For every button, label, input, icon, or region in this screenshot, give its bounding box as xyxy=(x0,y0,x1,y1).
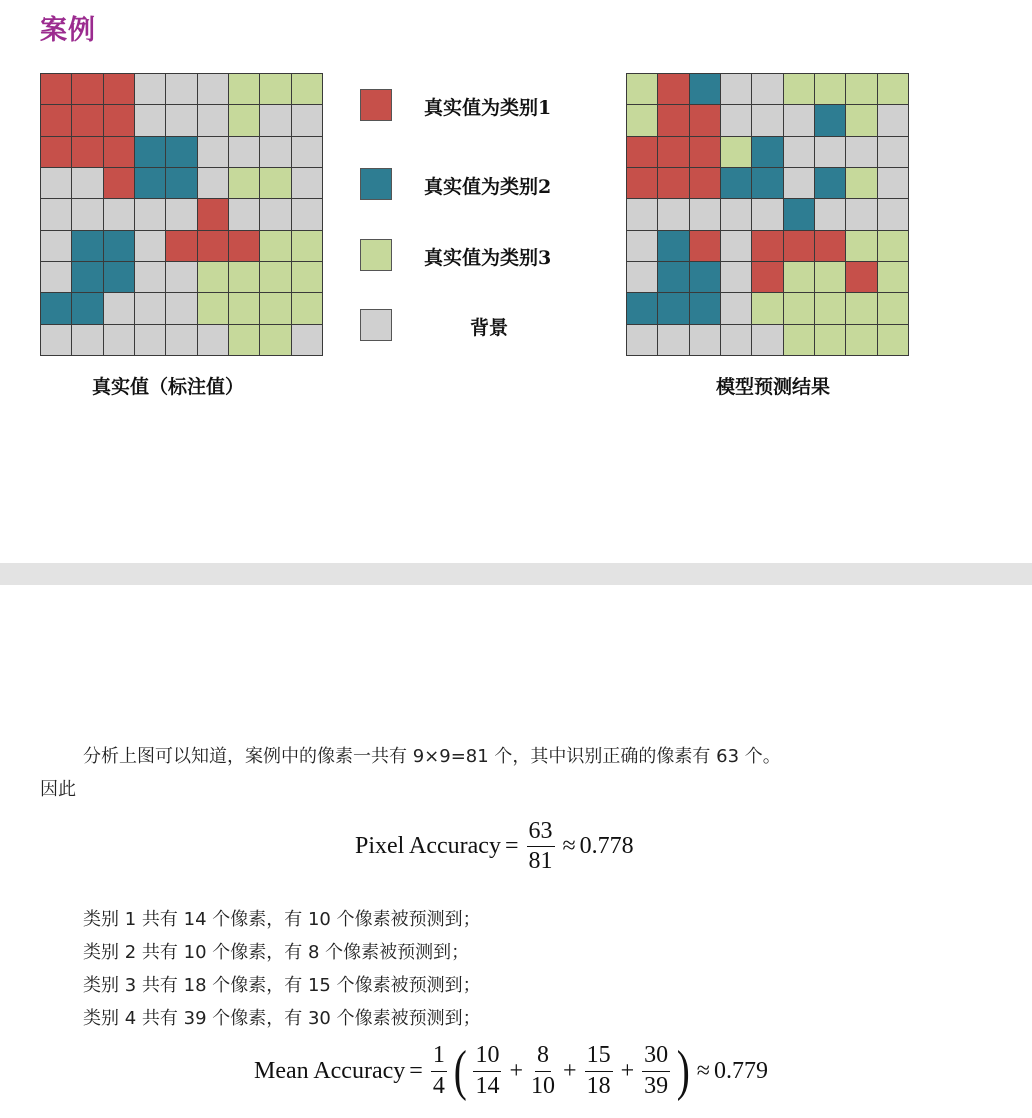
prediction-cell xyxy=(878,74,908,104)
ground-truth-cell xyxy=(292,199,322,229)
prediction-cell xyxy=(752,168,782,198)
ground-truth-cell xyxy=(166,262,196,292)
ground-truth-cell xyxy=(260,231,290,261)
ground-truth-cell xyxy=(135,74,165,104)
mean-accuracy-label: Mean Accuracy xyxy=(254,1057,406,1084)
legend-item xyxy=(360,168,620,202)
prediction-cell xyxy=(658,231,688,261)
legend-swatch xyxy=(360,168,392,200)
ground-truth-cell xyxy=(166,168,196,198)
ground-truth-cell xyxy=(166,74,196,104)
prediction-cell xyxy=(721,262,751,292)
ground-truth-cell xyxy=(135,231,165,261)
prediction-cell xyxy=(752,325,782,355)
prediction-cell xyxy=(878,293,908,323)
ground-truth-cell xyxy=(198,199,228,229)
ground-truth-cell xyxy=(229,168,259,198)
ground-truth-cell xyxy=(104,74,134,104)
prediction-cell xyxy=(752,262,782,292)
legend-label: 真实值为类别3 xyxy=(424,247,552,269)
plus-sign: + xyxy=(509,1057,524,1084)
prediction-cell xyxy=(658,199,688,229)
prediction-cell xyxy=(784,325,814,355)
prediction-cell xyxy=(658,293,688,323)
prediction-cell xyxy=(752,293,782,323)
term-denominator: 18 xyxy=(586,1072,611,1099)
prediction-cell xyxy=(784,199,814,229)
slide-separator xyxy=(0,563,1032,585)
analysis-line-2: 因此 xyxy=(40,779,76,800)
legend-item xyxy=(360,89,620,123)
prediction-cell xyxy=(690,293,720,323)
ground-truth-cell xyxy=(166,199,196,229)
ground-truth-cell xyxy=(135,262,165,292)
ground-truth-cell xyxy=(198,168,228,198)
prediction-cell xyxy=(721,168,751,198)
prediction-cell xyxy=(658,262,688,292)
prediction-cell xyxy=(784,293,814,323)
prediction-cell xyxy=(815,137,845,167)
ground-truth-cell xyxy=(229,293,259,323)
ground-truth-cell xyxy=(229,137,259,167)
ground-truth-cell xyxy=(135,105,165,135)
prediction-cell xyxy=(627,262,657,292)
ground-truth-cell xyxy=(198,325,228,355)
ground-truth-cell xyxy=(198,74,228,104)
ground-truth-cell xyxy=(41,325,71,355)
term-numerator: 8 xyxy=(535,1043,551,1071)
prediction-cell xyxy=(846,231,876,261)
prediction-cell xyxy=(878,199,908,229)
mean-outer-denominator: 4 xyxy=(432,1072,445,1099)
ground-truth-cell xyxy=(292,293,322,323)
class-line-3: 类别 3 共有 18 个像素，有 15 个像素被预测到； xyxy=(83,975,481,996)
prediction-cell xyxy=(690,137,720,167)
prediction-grid xyxy=(626,73,909,356)
approx-sign: ≈ xyxy=(562,833,576,860)
prediction-cell xyxy=(690,262,720,292)
prediction-cell xyxy=(658,74,688,104)
ground-truth-cell xyxy=(229,74,259,104)
prediction-cell xyxy=(690,74,720,104)
prediction-cell xyxy=(627,199,657,229)
prediction-cell xyxy=(627,293,657,323)
ground-truth-cell xyxy=(104,105,134,135)
ground-truth-cell xyxy=(41,105,71,135)
ground-truth-cell xyxy=(41,293,71,323)
legend-label: 背景 xyxy=(470,317,509,339)
prediction-cell xyxy=(815,105,845,135)
ground-truth-cell xyxy=(41,137,71,167)
pixel-accuracy-formula xyxy=(355,819,634,874)
ground-truth-cell xyxy=(198,293,228,323)
mean-term-2 xyxy=(531,1043,555,1098)
ground-truth-cell xyxy=(72,262,102,292)
prediction-cell xyxy=(878,262,908,292)
term-denominator: 10 xyxy=(531,1072,556,1099)
pixel-accuracy-denominator: 81 xyxy=(528,848,553,875)
prediction-cell xyxy=(878,231,908,261)
ground-truth-cell xyxy=(292,262,322,292)
legend-label: 真实值为类别2 xyxy=(424,176,552,198)
ground-truth-cell xyxy=(135,325,165,355)
mean-outer-numerator: 1 xyxy=(431,1043,447,1071)
ground-truth-cell xyxy=(72,293,102,323)
prediction-cell xyxy=(815,293,845,323)
ground-truth-grid xyxy=(40,73,323,356)
term-numerator: 10 xyxy=(473,1043,501,1071)
ground-truth-cell xyxy=(166,137,196,167)
ground-truth-cell xyxy=(198,262,228,292)
equals-sign: = xyxy=(504,833,519,860)
mean-accuracy-result: 0.779 xyxy=(713,1057,768,1084)
prediction-cell xyxy=(627,231,657,261)
ground-truth-cell xyxy=(229,199,259,229)
ground-truth-cell xyxy=(198,137,228,167)
legend-swatch xyxy=(360,89,392,121)
prediction-cell xyxy=(846,74,876,104)
ground-truth-cell xyxy=(260,293,290,323)
prediction-cell xyxy=(752,74,782,104)
ground-truth-cell xyxy=(198,231,228,261)
ground-truth-cell xyxy=(41,199,71,229)
prediction-cell xyxy=(721,293,751,323)
ground-truth-cell xyxy=(72,137,102,167)
ground-truth-cell xyxy=(72,325,102,355)
prediction-cell xyxy=(878,137,908,167)
prediction-cell xyxy=(690,325,720,355)
ground-truth-cell xyxy=(166,293,196,323)
prediction-cell xyxy=(784,74,814,104)
prediction-cell xyxy=(815,231,845,261)
ground-truth-cell xyxy=(292,105,322,135)
ground-truth-cell xyxy=(135,293,165,323)
approx-sign: ≈ xyxy=(696,1057,710,1084)
ground-truth-cell xyxy=(260,137,290,167)
term-denominator: 39 xyxy=(644,1072,669,1099)
ground-truth-cell xyxy=(135,199,165,229)
legend-item xyxy=(360,309,620,343)
slide-title: 案例 xyxy=(40,15,96,46)
ground-truth-cell xyxy=(41,262,71,292)
ground-truth-cell xyxy=(292,137,322,167)
mean-term-1 xyxy=(473,1043,501,1098)
prediction-cell xyxy=(658,168,688,198)
ground-truth-cell xyxy=(104,325,134,355)
ground-truth-cell xyxy=(104,262,134,292)
prediction-cell xyxy=(690,168,720,198)
prediction-cell xyxy=(658,105,688,135)
ground-truth-cell xyxy=(229,325,259,355)
prediction-cell xyxy=(627,137,657,167)
prediction-cell xyxy=(846,137,876,167)
prediction-cell xyxy=(784,231,814,261)
legend-swatch xyxy=(360,309,392,341)
ground-truth-cell xyxy=(260,262,290,292)
prediction-cell xyxy=(752,199,782,229)
ground-truth-cell xyxy=(166,105,196,135)
prediction-cell xyxy=(690,231,720,261)
legend-label: 真实值为类别1 xyxy=(424,97,552,119)
prediction-cell xyxy=(846,105,876,135)
ground-truth-cell xyxy=(166,325,196,355)
ground-truth-cell xyxy=(198,105,228,135)
ground-truth-cell xyxy=(104,293,134,323)
left-paren: ( xyxy=(453,1040,467,1102)
ground-truth-cell xyxy=(229,262,259,292)
mean-term-3 xyxy=(585,1043,613,1098)
prediction-cell xyxy=(627,105,657,135)
class-line-4: 类别 4 共有 39 个像素，有 30 个像素被预测到； xyxy=(83,1008,481,1029)
ground-truth-cell xyxy=(135,137,165,167)
term-denominator: 14 xyxy=(475,1072,500,1099)
term-numerator: 30 xyxy=(642,1043,670,1071)
pixel-accuracy-numerator: 63 xyxy=(527,819,555,847)
ground-truth-cell xyxy=(292,74,322,104)
ground-truth-cell xyxy=(72,74,102,104)
prediction-cell xyxy=(721,199,751,229)
prediction-cell xyxy=(752,105,782,135)
prediction-cell xyxy=(721,137,751,167)
ground-truth-cell xyxy=(260,168,290,198)
prediction-cell xyxy=(784,105,814,135)
ground-truth-cell xyxy=(292,168,322,198)
prediction-cell xyxy=(752,231,782,261)
prediction-cell xyxy=(815,74,845,104)
prediction-cell xyxy=(721,231,751,261)
mean-term-4 xyxy=(642,1043,670,1098)
ground-truth-cell xyxy=(104,199,134,229)
prediction-cell xyxy=(815,325,845,355)
prediction-cell xyxy=(627,74,657,104)
pixel-accuracy-label: Pixel Accuracy xyxy=(355,833,501,860)
ground-truth-cell xyxy=(166,231,196,261)
prediction-cell xyxy=(846,325,876,355)
prediction-cell xyxy=(690,105,720,135)
prediction-cell xyxy=(752,137,782,167)
term-numerator: 15 xyxy=(585,1043,613,1071)
ground-truth-cell xyxy=(72,199,102,229)
prediction-cell xyxy=(846,168,876,198)
prediction-cell xyxy=(690,199,720,229)
right-paren: ) xyxy=(676,1040,690,1102)
ground-truth-cell xyxy=(104,168,134,198)
ground-truth-cell xyxy=(229,105,259,135)
ground-truth-cell xyxy=(72,231,102,261)
prediction-cell xyxy=(846,262,876,292)
equals-sign: = xyxy=(409,1057,423,1084)
prediction-cell xyxy=(784,168,814,198)
prediction-cell xyxy=(627,168,657,198)
class-line-1: 类别 1 共有 14 个像素，有 10 个像素被预测到； xyxy=(83,909,481,930)
mean-accuracy-formula xyxy=(254,1040,768,1102)
ground-truth-cell xyxy=(260,325,290,355)
prediction-cell xyxy=(815,168,845,198)
ground-truth-cell xyxy=(292,231,322,261)
ground-truth-cell xyxy=(41,231,71,261)
prediction-caption: 模型预测结果 xyxy=(716,376,831,398)
legend-item xyxy=(360,239,620,273)
ground-truth-cell xyxy=(260,199,290,229)
ground-truth-cell xyxy=(260,74,290,104)
prediction-cell xyxy=(627,325,657,355)
pixel-accuracy-fraction xyxy=(527,819,555,874)
ground-truth-cell xyxy=(292,325,322,355)
prediction-cell xyxy=(815,199,845,229)
prediction-cell xyxy=(878,325,908,355)
analysis-line-1: 分析上图可以知道，案例中的像素一共有 9×9=81 个，其中识别正确的像素有 63 个。 xyxy=(83,746,781,767)
ground-truth-cell xyxy=(72,105,102,135)
ground-truth-cell xyxy=(104,137,134,167)
ground-truth-cell xyxy=(104,231,134,261)
ground-truth-caption: 真实值（标注值） xyxy=(92,376,245,398)
ground-truth-cell xyxy=(135,168,165,198)
prediction-cell xyxy=(846,199,876,229)
slide-lower xyxy=(0,585,1032,1118)
prediction-cell xyxy=(721,74,751,104)
plus-sign: + xyxy=(563,1057,577,1084)
ground-truth-cell xyxy=(72,168,102,198)
prediction-cell xyxy=(815,262,845,292)
legend-swatch xyxy=(360,239,392,271)
prediction-cell xyxy=(878,105,908,135)
ground-truth-cell xyxy=(41,74,71,104)
prediction-cell xyxy=(721,325,751,355)
ground-truth-cell xyxy=(41,168,71,198)
prediction-cell xyxy=(784,262,814,292)
mean-outer-fraction xyxy=(431,1043,447,1098)
prediction-cell xyxy=(878,168,908,198)
prediction-cell xyxy=(721,105,751,135)
ground-truth-cell xyxy=(260,105,290,135)
plus-sign: + xyxy=(620,1057,635,1084)
ground-truth-cell xyxy=(229,231,259,261)
prediction-cell xyxy=(846,293,876,323)
prediction-cell xyxy=(658,325,688,355)
prediction-cell xyxy=(784,137,814,167)
pixel-accuracy-result: 0.778 xyxy=(579,833,634,860)
prediction-cell xyxy=(658,137,688,167)
class-line-2: 类别 2 共有 10 个像素，有 8 个像素被预测到； xyxy=(83,942,470,963)
